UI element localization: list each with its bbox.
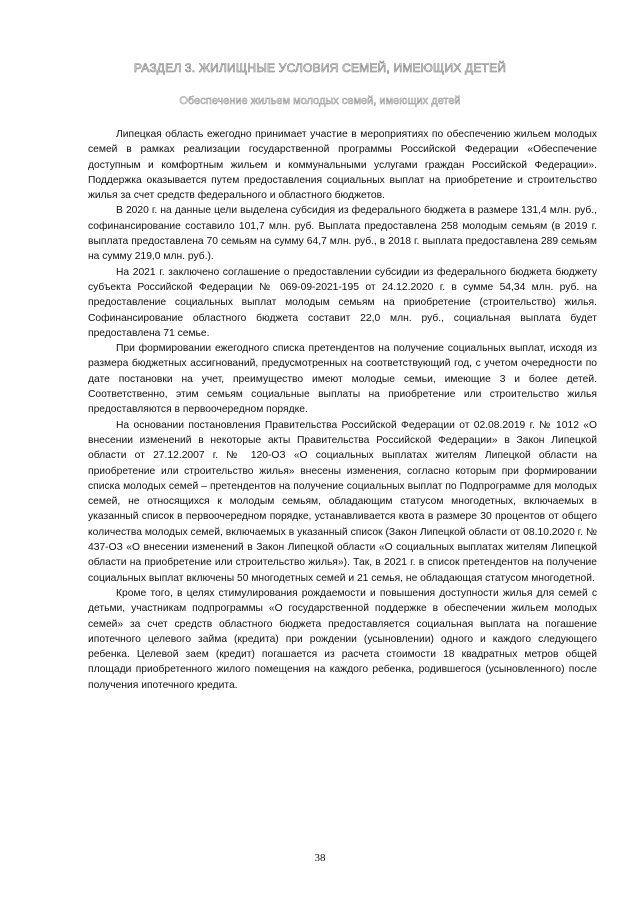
subsection-title: Обеспечение жильем молодых семей, имеющих детей <box>179 95 461 107</box>
paragraph-1: Липецкая область ежегодно принимает участие в мероприятиях по обеспечению жильем молодых семей в рамках реализации государственной программы Российской Федерации «Обеспечение доступным и комфортным жильем и коммунальными услугами граждан Российской Федерации». Поддержка оказывается путем предоставления социальных выплат на приобретение и строительство жилья за счет средств федерального и областного бюджетов. <box>88 129 597 202</box>
paragraph-2: В 2020 г. на данные цели выделена субсидия из федерального бюджета в размере 131,4 млн. руб., софинансирование составило 101,7 млн. руб. Выплата предоставлена 258 молодым семьям (в 2019 г. выплата предоставлена 70 семьям на сумму 64,7 млн. руб., в 2018 г. выплата предоставлена 289 семьям на сумму 219,0 млн. руб.). <box>88 205 597 263</box>
paragraph-3: На 2021 г. заключено соглашение о предоставлении субсидии из федерального бюджета бюджету субъекта Российской Федерации № 069-09-2021-195 от 24.12.2020 г. в сумме 54,34 млн. руб. на предоставление социальных выплат молодым семьям на приобретение (строительство) жилья. Софинансирование областного бюджета составит 22,0 млн. руб., социальная выплата будет предоставлена 71 семье. <box>88 266 597 339</box>
paragraph-4: При формировании ежегодного списка претендентов на получение социальных выплат, исходя из размера бюджетных ассигнований, предусмотренных на соответствующий год, с учетом очередности по дате постановки на учет, преимущество имеют молодые семьи, имеющие 3 и более детей. Соответственно, этим семьям социальные выплаты на приобретение или строительство жилья предоставляются в первоочередном порядке. <box>88 343 597 416</box>
body-text <box>88 127 597 693</box>
paragraph-6: Кроме того, в целях стимулирования рождаемости и повышения доступности жилья для семей с детьми, участникам подпрограммы «О государственной поддержке в обеспечении жильем молодых семей» за счет средств областного бюджета предоставляется социальная выплата на погашение ипотечного целевого займа (кредита) при рождении (усыновлении) одного и каждого следующего ребенка. Целевой заем (кредит) погашается из расчета стоимости 18 квадратных метров общей площади приобретенного жилого помещения на каждого ребенка, родившегося (усыновленного) после получения ипотечного кредита. <box>88 587 597 691</box>
section-title: РАЗДЕЛ 3. ЖИЛИЩНЫЕ УСЛОВИЯ СЕМЕЙ, ИМЕЮЩИХ ДЕТЕЙ <box>133 61 507 75</box>
paragraph-5: На основании постановления Правительства Российской Федерации от 02.08.2019 г. № 1012 «О внесении изменений в некоторые акты Правительства Российской Федерации» в Закон Липецкой области от 27.12.2007 г. № 120-ОЗ «О социальных выплатах жителям Липецкой области на приобретение или строительство жилья» внесены изменения, согласно которым при формировании списка молодых семей – претендентов на получение социальных выплат по Подпрограмме для молодых семей, не относящихся к молодым семьям, обладающим статусом многодетных, включаемых в указанный список в первоочередном порядке, устанавливается квота в размере 30 процентов от общего количества молодых семей, включаемых в указанный список (Закон Липецкой области от 08.10.2020 г. № 437-ОЗ «О внесении изменений в Закон Липецкой области «О социальных выплатах жителям Липецкой области на приобретение или строительство жилья»). Так, в 2021 г. в список претендентов на получение социальных выплат включены 50 многодетных семей и 21 семья, не обладающая статусом многодетной. <box>88 419 597 584</box>
page-number: 38 <box>314 852 326 864</box>
